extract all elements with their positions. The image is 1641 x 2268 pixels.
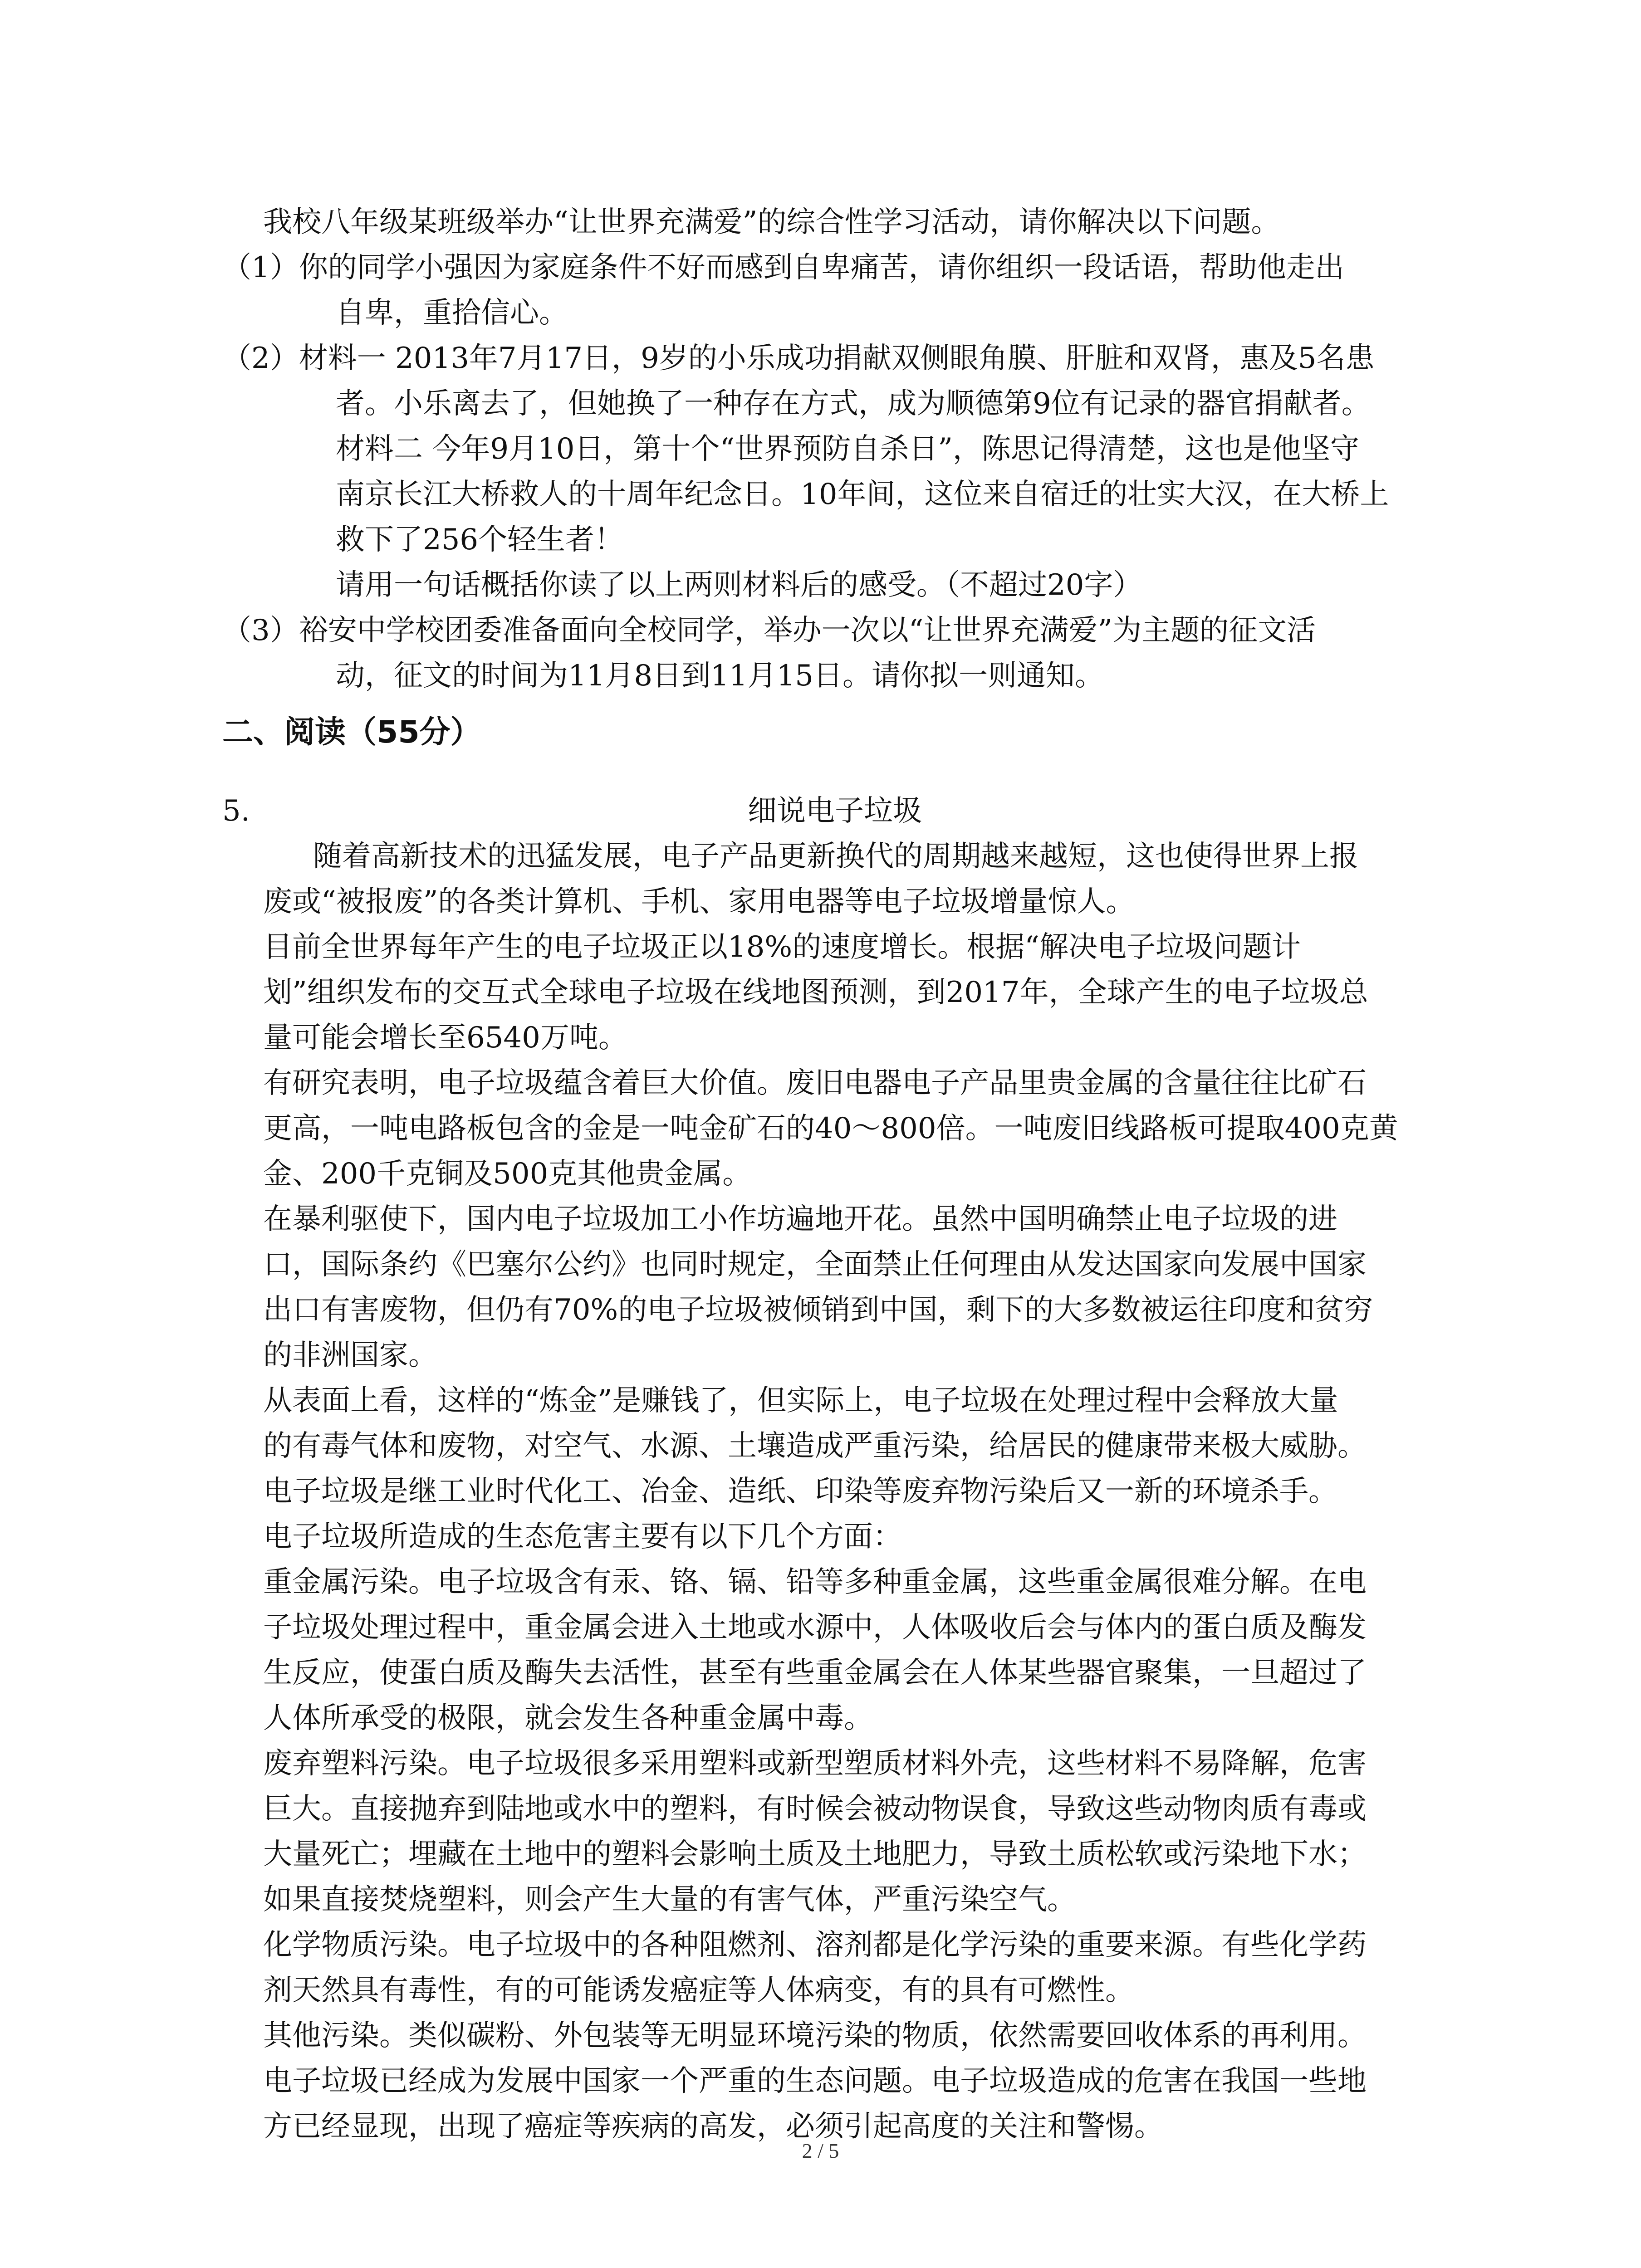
article-line: 更高，一吨电路板包含的金是一吨金矿石的40～800倍。一吨废旧线路板可提取400克黄	[263, 1112, 1398, 1145]
article-line: 电子垃圾所造成的生态危害主要有以下几个方面：	[263, 1520, 902, 1554]
question-2-line: 者。小乐离去了，但她换了一种存在方式，成为顺德第9位有记录的器官捐献者。	[336, 387, 1371, 420]
article-line: 在暴利驱使下，国内电子垃圾加工小作坊遍地开花。虽然中国明确禁止电子垃圾的进	[263, 1202, 1337, 1236]
question-3-line: （3）裕安中学校团委准备面向全校同学，举办一次以“让世界充满爱”为主题的征文活	[222, 614, 1316, 647]
article-line: 方已经显现，出现了癌症等疾病的高发，必须引起高度的关注和警惕。	[263, 2110, 1163, 2143]
article-line: 的有毒气体和废物，对空气、水源、土壤造成严重污染，给居民的健康带来极大威胁。	[263, 1429, 1367, 1463]
section-heading: 二、阅读（55分）	[222, 714, 481, 750]
article-line: 电子垃圾是继工业时代化工、冶金、造纸、印染等废弃物污染后又一新的环境杀手。	[263, 1475, 1337, 1508]
article-line: 重金属污染。电子垃圾含有汞、铬、镉、铅等多种重金属，这些重金属很难分解。在电	[263, 1565, 1367, 1599]
question-number: 5.	[222, 794, 250, 828]
article-line: 目前全世界每年产生的电子垃圾正以18%的速度增长。根据“解决电子垃圾问题计	[263, 930, 1301, 964]
article-line: 量可能会增长至6540万吨。	[263, 1021, 627, 1055]
article-line: 子垃圾处理过程中，重金属会进入土地或水源中，人体吸收后会与体内的蛋白质及酶发	[263, 1611, 1367, 1644]
article-line: 从表面上看，这样的“炼金”是赚钱了，但实际上，电子垃圾在处理过程中会释放大量	[263, 1384, 1338, 1418]
article-line: 电子垃圾已经成为发展中国家一个严重的生态问题。电子垃圾造成的危害在我国一些地	[263, 2064, 1367, 2098]
article-line: 有研究表明，电子垃圾蕴含着巨大价值。废旧电器电子产品里贵金属的含量往往比矿石	[263, 1066, 1367, 1100]
article-title-row	[222, 788, 1447, 834]
intro-text: 我校八年级某班级举办“让世界充满爱”的综合性学习活动，请你解决以下问题。	[263, 205, 1280, 239]
article-line: 的非洲国家。	[263, 1339, 437, 1372]
question-3-line: 动，征文的时间为11月8日到11月15日。请你拟一则通知。	[336, 659, 1104, 693]
question-1-line: 自卑，重拾信心。	[336, 296, 568, 330]
article-line: 生反应，使蛋白质及酶失去活性，甚至有些重金属会在人体某些器官聚集，一旦超过了	[263, 1656, 1367, 1690]
question-2-line: 材料二 今年9月10日，第十个“世界预防自杀日”，陈思记得清楚，这也是他坚守	[336, 432, 1359, 466]
article-line: 其他污染。类似碳粉、外包装等无明显环境污染的物质，依然需要回收体系的再利用。	[263, 2019, 1367, 2053]
article-line: 废弃塑料污染。电子垃圾很多采用塑料或新型塑质材料外壳，这些材料不易降解，危害	[263, 1747, 1367, 1780]
article-line: 出口有害废物，但仍有70%的电子垃圾被倾销到中国，剩下的大多数被运往印度和贫穷	[263, 1293, 1373, 1327]
article-line: 大量死亡；埋藏在土地中的塑料会影响土质及土地肥力，导致土质松软或污染地下水；	[263, 1838, 1367, 1871]
question-1-line: （1）你的同学小强因为家庭条件不好而感到自卑痛苦，请你组织一段话语，帮助他走出	[222, 251, 1344, 284]
page-number: 2 / 5	[802, 2139, 839, 2162]
question-2-line: 救下了256个轻生者！	[336, 523, 624, 557]
article-line: 划”组织发布的交互式全球电子垃圾在线地图预测，到2017年，全球产生的电子垃圾总	[263, 976, 1368, 1009]
article-line: 如果直接焚烧塑料，则会产生大量的有害气体，严重污染空气。	[263, 1883, 1076, 1916]
question-2-line: 请用一句话概括你读了以上两则材料后的感受。（不超过20字）	[336, 568, 1142, 602]
page-content	[222, 200, 1447, 2149]
article-line: 化学物质污染。电子垃圾中的各种阻燃剂、溶剂都是化学污染的重要来源。有些化学药	[263, 1928, 1367, 1962]
article-title: 细说电子垃圾	[748, 794, 922, 828]
question-2-line: 南京长江大桥救人的十周年纪念日。10年间，这位来自宿迁的壮实大汉，在大桥上	[336, 478, 1389, 511]
article-line: 人体所承受的极限，就会发生各种重金属中毒。	[263, 1701, 873, 1735]
article-line: 巨大。直接抛弃到陆地或水中的塑料，有时候会被动物误食，导致这些动物肉质有毒或	[263, 1792, 1367, 1826]
question-2-line: （2）材料一 2013年7月17日，9岁的小乐成功捐献双侧眼角膜、肝脏和双肾，惠及5名患	[222, 342, 1375, 375]
article-line: 随着高新技术的迅猛发展，电子产品更新换代的周期越来越短，这也使得世界上报	[313, 840, 1358, 873]
article-line: 金、200千克铜及500克其他贵金属。	[263, 1157, 752, 1191]
article-line: 口，国际条约《巴塞尔公约》也同时规定，全面禁止任何理由从发达国家向发展中国家	[263, 1248, 1367, 1281]
article-body	[222, 924, 1447, 2149]
article-line: 废或“被报废”的各类计算机、手机、家用电器等电子垃圾增量惊人。	[263, 885, 1135, 919]
article-line: 剂天然具有毒性，有的可能诱发癌症等人体病变，有的具有可燃性。	[263, 1974, 1134, 2007]
